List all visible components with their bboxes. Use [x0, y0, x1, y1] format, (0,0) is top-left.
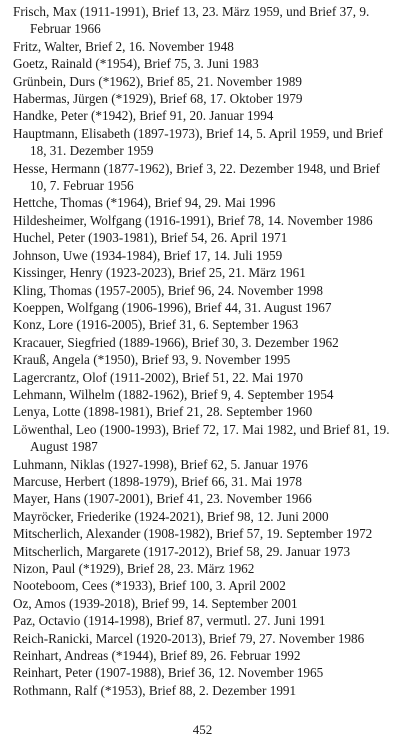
index-entry: Mitscherlich, Alexander (1908-1982), Brief 57, 19. September 1972	[13, 526, 373, 542]
index-entry: Huchel, Peter (1903-1981), Brief 54, 26. April 1971	[13, 230, 288, 246]
index-entry: Lenya, Lotte (1898-1981), Brief 21, 28. September 1960	[13, 404, 313, 420]
index-entry: Kracauer, Siegfried (1889-1966), Brief 30, 3. Dezember 1962	[13, 334, 339, 350]
index-entry: Reinhart, Andreas (*1944), Brief 89, 26. Februar 1992	[13, 648, 301, 664]
index-entry: Lehmann, Wilhelm (1882-1962), Brief 9, 4. September 1954	[13, 386, 334, 402]
index-entry: Lagercrantz, Olof (1911-2002), Brief 51, 22. Mai 1970	[13, 369, 303, 385]
index-entry: Luhmann, Niklas (1927-1998), Brief 62, 5. Januar 1976	[13, 456, 308, 472]
index-entry: Kissinger, Henry (1923-2023), Brief 25, 21. März 1961	[13, 265, 306, 281]
index-entry: Reich-Ranicki, Marcel (1920-2013), Brief 79, 27. November 1986	[13, 630, 365, 646]
index-list	[13, 3, 398, 699]
index-entry: Rothmann, Ralf (*1953), Brief 88, 2. Dezember 1991	[13, 682, 297, 698]
index-entry: Löwenthal, Leo (1900-1993), Brief 72, 17. Mai 1982, und Brief 81, 19. August 1987	[13, 421, 390, 455]
index-entry: Johnson, Uwe (1934-1984), Brief 17, 14. Juli 1959	[13, 247, 283, 263]
index-entry: Hettche, Thomas (*1964), Brief 94, 29. Mai 1996	[13, 195, 276, 211]
index-entry: Konz, Lore (1916-2005), Brief 31, 6. September 1963	[13, 317, 299, 333]
index-entry: Marcuse, Herbert (1898-1979), Brief 66, 31. Mai 1978	[13, 473, 302, 489]
index-entry: Mayröcker, Friederike (1924-2021), Brief 98, 12. Juni 2000	[13, 508, 329, 524]
index-entry: Reinhart, Peter (1907-1988), Brief 36, 12. November 1965	[13, 665, 324, 681]
index-entry: Krauß, Angela (*1950), Brief 93, 9. November 1995	[13, 352, 291, 368]
index-entry: Kling, Thomas (1957-2005), Brief 96, 24. November 1998	[13, 282, 323, 298]
page-number: 452	[192, 722, 213, 737]
index-entry: Frisch, Max (1911-1991), Brief 13, 23. März 1959, und Brief 37, 9. Februar 1966	[13, 4, 370, 37]
index-entry: Oz, Amos (1939-2018), Brief 99, 14. September 2001	[13, 595, 298, 611]
index-entry: Paz, Octavio (1914-1998), Brief 87, vermutl. 27. Juni 1991	[13, 613, 326, 629]
index-entry: Grünbein, Durs (*1962), Brief 85, 21. November 1989	[13, 73, 302, 89]
index-entry: Hildesheimer, Wolfgang (1916-1991), Brief 78, 14. November 1986	[13, 212, 373, 228]
index-entry: Mayer, Hans (1907-2001), Brief 41, 23. November 1966	[13, 491, 312, 507]
index-entry: Handke, Peter (*1942), Brief 91, 20. Januar 1994	[13, 108, 274, 124]
index-entry: Hauptmann, Elisabeth (1897-1973), Brief 14, 5. April 1959, und Brief 18, 31. Dezember 1959	[13, 125, 383, 159]
index-entry: Goetz, Rainald (*1954), Brief 75, 3. Juni 1983	[13, 56, 259, 72]
index-entry: Nooteboom, Cees (*1933), Brief 100, 3. April 2002	[13, 578, 286, 594]
index-entry: Nizon, Paul (*1929), Brief 28, 23. März 1962	[13, 561, 255, 576]
index-entry: Fritz, Walter, Brief 2, 16. November 1948	[13, 38, 234, 54]
index-entry: Koeppen, Wolfgang (1906-1996), Brief 44, 31. August 1967	[13, 299, 332, 315]
index-entry: Mitscherlich, Margarete (1917-2012), Brief 58, 29. Januar 1973	[13, 543, 351, 559]
index-entry: Habermas, Jürgen (*1929), Brief 68, 17. Oktober 1979	[13, 91, 303, 107]
index-entry: Hesse, Hermann (1877-1962), Brief 3, 22. Dezember 1948, und Brief 10, 7. Februar 1956	[13, 160, 380, 194]
